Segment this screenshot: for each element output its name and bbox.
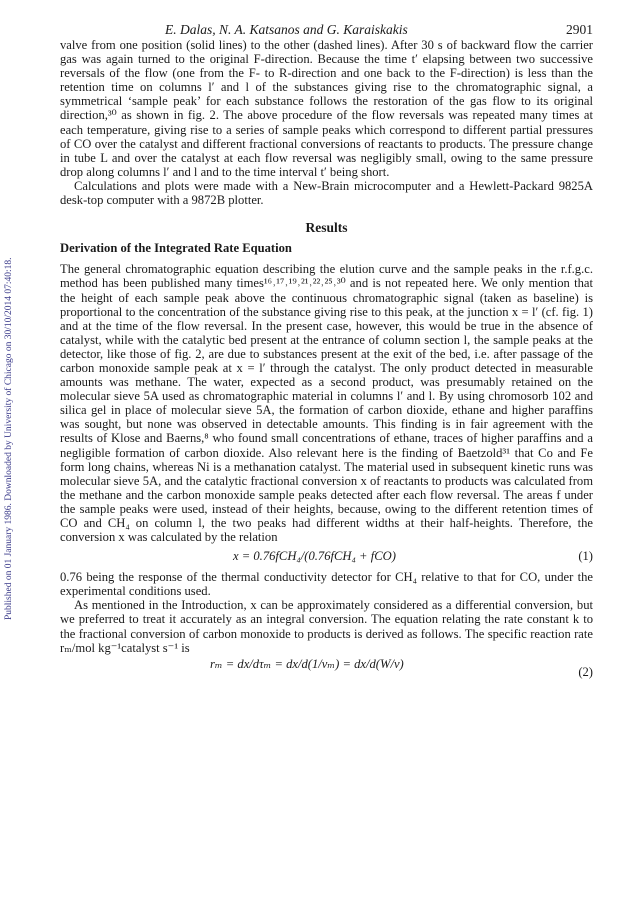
- paragraph: As mentioned in the Introduction, x can be approximately considered as a differential conversion, but we preferred to treat it accurately as an integral conversion. The equation relating the rate constant k to the fractional conversion of carbon monoxide to products is derived as follows. The specific reaction rate rₘ/mol kg⁻¹catalyst s⁻¹ is: [60, 598, 593, 655]
- equation-2: [60, 655, 593, 689]
- header-authors: E. Dalas, N. A. Katsanos and G. Karaiskakis: [165, 22, 408, 37]
- page-number: 2901: [566, 22, 593, 37]
- paragraph: valve from one position (solid lines) to the other (dashed lines). After 30 s of backward flow the carrier gas was again turned to the original F-direction. Because the time t′ elapsing between two successive reversals of the flow (one from the F- to R-direction and one back to the F-direction) is less than the retention time on columns l′ and l of the substances giving rise to the chromatographic signal, a symmetrical ‘sample peak’ for each substance follows the restoration of the gas flow to its original direction,³⁰ as shown in fig. 2. The above procedure of the flow reversals was repeated many times at each temperature, giving rise to a series of sample peaks which correspond to different partial pressures of CO over the catalyst and different fractional conversions of reactants to products. The pressure change in tube L and over the catalyst at each flow reversal was negligibly small, owing to the same pressure drop along columns l′ and l and to the time interval t′ being short.: [60, 38, 593, 179]
- equation-number: (2): [578, 664, 593, 679]
- equation-expression: x = 0.76fCH₄/(0.76fCH₄ + fCO): [233, 549, 396, 564]
- paragraph: The general chromatographic equation describing the elution curve and the sample peaks in the r.f.g.c. method has been published many times¹⁶˒¹⁷˒¹⁹˒²¹˒²²˒²⁵˒³⁰ and is not repeated here. We only mention that the height of each sample peak above the continuous chromatographic signal (taken as baseline) is proportional to the concentration of the substance giving rise to this peak, at the junction x = l′ (cf. fig. 1) and at the time of the flow reversal. In the present case, however, this would be true in the absence of catalyst, while with the catalytic bed present at the entrance of column section l, the sample peaks at the detector, like those of fig. 2, are due to substances present at the exit of the bed, i.e. after passage of the carbon monoxide sample peak at x = l′ through the catalyst. The only product detected in measurable amounts was methane. The water, expected as a second product, was presumably retained on the molecular sieve 5A used as chromatographic material in columns l′ and l. By using chromosorb 102 and silica gel in place of molecular sieve 5A, the formation of carbon dioxide, ethane and higher paraffins was sought, but none was observed in detectable amounts. This finding is in fair agreement with the results of Klose and Baerns,⁸ who found small concentrations of ethane, traces of higher paraffins and a negligible formation of carbon dioxide. Also relevant here is the finding of Baetzold³¹ that Co and Fe form long chains, whereas Ni is a methanation catalyst. The material used in subsequent kinetic runs was molecular sieve 5A, and the catalytic fractional conversion x of reactants to products was calculated from the methane and the carbon monoxide sample peaks detected after each flow reversal. The areas f under the sample peaks were used, instead of their heights, because, owing to the different retention times of CO and CH₄ on column l, the two peaks had different widths at their half-heights. Therefore, the conversion x was calculated by the relation: [60, 262, 593, 545]
- equation-1: [60, 545, 593, 569]
- download-watermark: Published on 01 January 1986. Downloaded by University of Chicago on 30/10/2014 07:40:18.: [4, 257, 14, 620]
- section-heading-results: Results: [305, 220, 348, 236]
- subsection-heading: Derivation of the Integrated Rate Equation: [60, 241, 292, 256]
- paragraph: 0.76 being the response of the thermal conductivity detector for CH₄ relative to that for CO, under the experimental conditions used.: [60, 570, 593, 599]
- page-body: [60, 38, 593, 689]
- equation-expression: rₘ = dx/dτₘ = dx/d(1/vₘ) = dx/d(W/v): [210, 656, 404, 671]
- equation-number: (1): [578, 549, 593, 564]
- paragraph: Calculations and plots were made with a New-Brain microcomputer and a Hewlett-Packard 9825A desk-top computer with a 9872B plotter.: [60, 178, 593, 208]
